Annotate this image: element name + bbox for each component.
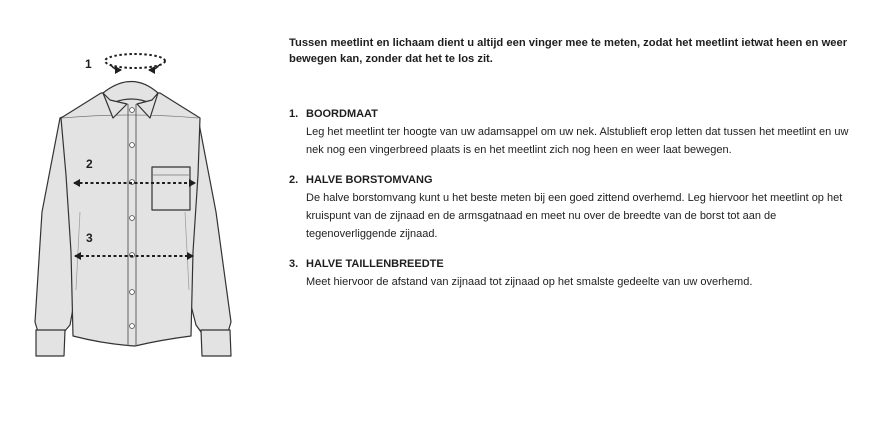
shirt-button [130,290,135,295]
item-title: HALVE TAILLENBREEDTE [306,258,444,270]
item-number: 1. [289,108,299,120]
chest-pocket [152,167,190,210]
right-cuff [201,330,231,356]
instructions [289,35,867,291]
item-number: 2. [289,174,299,186]
item-body: Meet hiervoor de afstand van zijnaad tot zijnaad op het smalste gedeelte van uw overhemd. [306,276,753,288]
list-item [289,171,867,243]
shirt-button [130,143,135,148]
list-item [289,105,867,159]
left-cuff [36,330,65,356]
shirt-button [130,324,135,329]
shirt-illustration [0,0,280,438]
item-number: 3. [289,258,299,270]
shirt-button [130,216,135,221]
shirt-button [130,108,135,113]
label-waist: 3 [86,231,93,245]
item-title: HALVE BORSTOMVANG [306,174,433,186]
label-chest: 2 [86,157,93,171]
collar-measure-loop [105,54,165,68]
label-collar: 1 [85,57,92,71]
item-body: De halve borstomvang kunt u het beste meten bij een goed zittend overhemd. Leg hiervoor het meetlint op het kruispunt van de zijnaad en de armsgatnaad en meet nu over de breedte van de borst tot aan de tegenoverliggende zijnaad. [306,192,843,240]
item-body: Leg het meetlint ter hoogte van uw adamsappel om uw nek. Alstublieft erop letten dat tussen het meetlint en uw nek nog een vingerbreed plaats is en het meetlint zich nog heen en weer laat bewegen. [306,126,849,156]
intro-text: Tussen meetlint en lichaam dient u altijd een vinger mee te meten, zodat het meetlint ietwat heen en weer bewegen kan, zonder dat het te los zit. [289,37,848,65]
list-item [289,255,867,291]
measurement-list [289,105,867,291]
item-title: BOORDMAAT [306,108,378,120]
